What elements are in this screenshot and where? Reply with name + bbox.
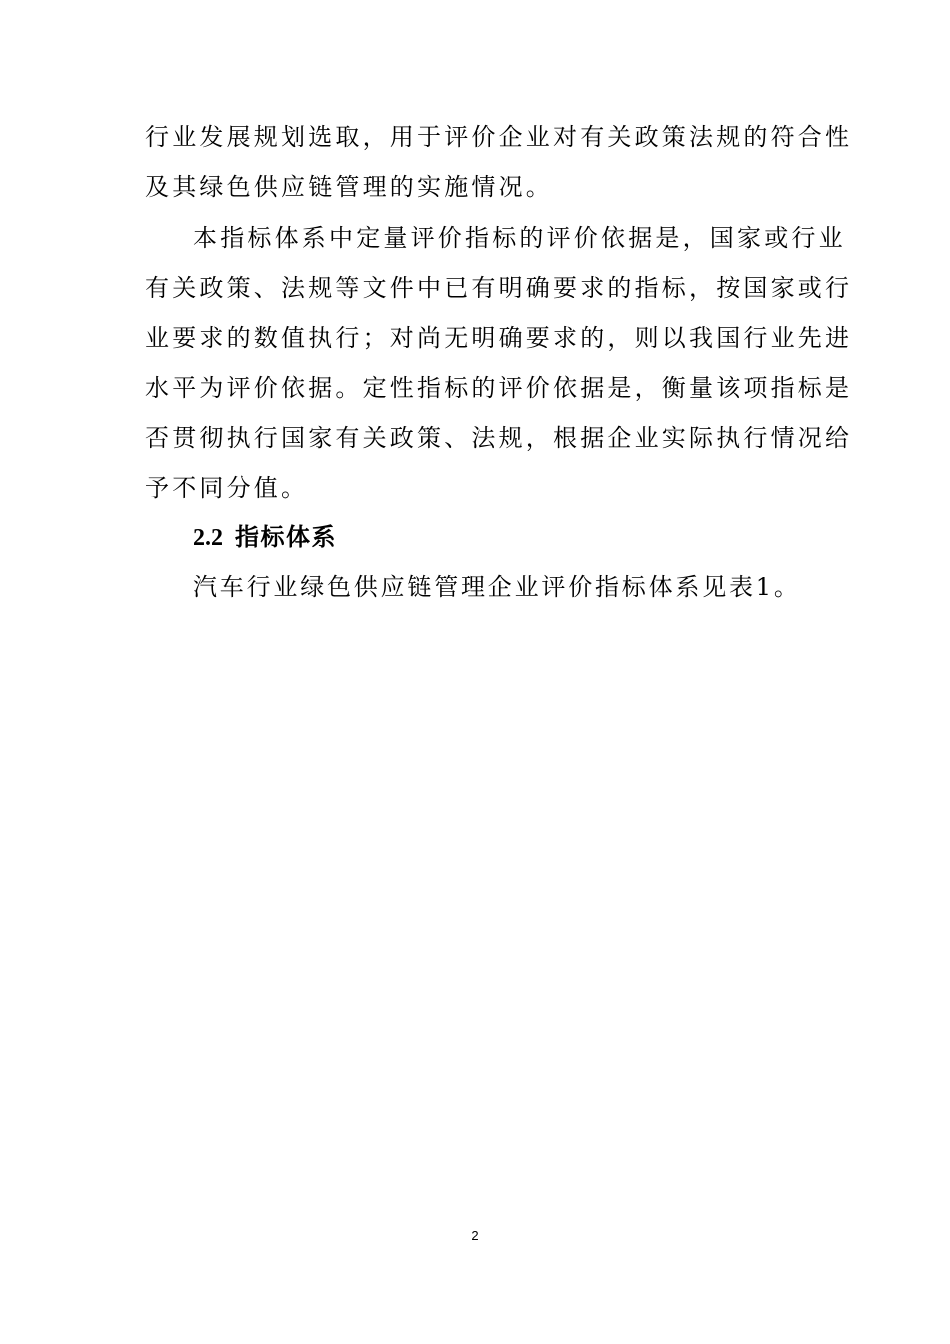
page-number: 2 — [471, 1228, 479, 1243]
paragraph-1-line-2: 及其绿色供应链管理的实施情况。 — [145, 173, 553, 201]
paragraph-2-line-5: 否贯彻执行国家有关政策、法规，根据企业实际执行情况给 — [145, 424, 853, 452]
paragraph-2-line-1: 本指标体系中定量评价指标的评价依据是，国家或行业 — [193, 224, 846, 252]
paragraph-1-line-1: 行业发展规划选取，用于评价企业对有关政策法规的符合性 — [145, 123, 853, 151]
paragraph-2-line-2: 有关政策、法规等文件中已有明确要求的指标，按国家或行 — [145, 274, 853, 302]
paragraph-2-line-3: 业要求的数值执行；对尚无明确要求的，则以我国行业先进 — [145, 324, 853, 352]
paragraph-2-line-6: 予不同分值。 — [145, 474, 309, 502]
section-number: 2.2 — [193, 525, 223, 551]
section-title: 指标体系 — [235, 523, 337, 551]
paragraph-2-line-4: 水平为评价依据。定性指标的评价依据是，衡量该项指标是 — [145, 374, 853, 402]
section-heading — [193, 522, 337, 553]
paragraph-3-line-1: 汽车行业绿色供应链管理企业评价指标体系见表1。 — [193, 573, 801, 601]
